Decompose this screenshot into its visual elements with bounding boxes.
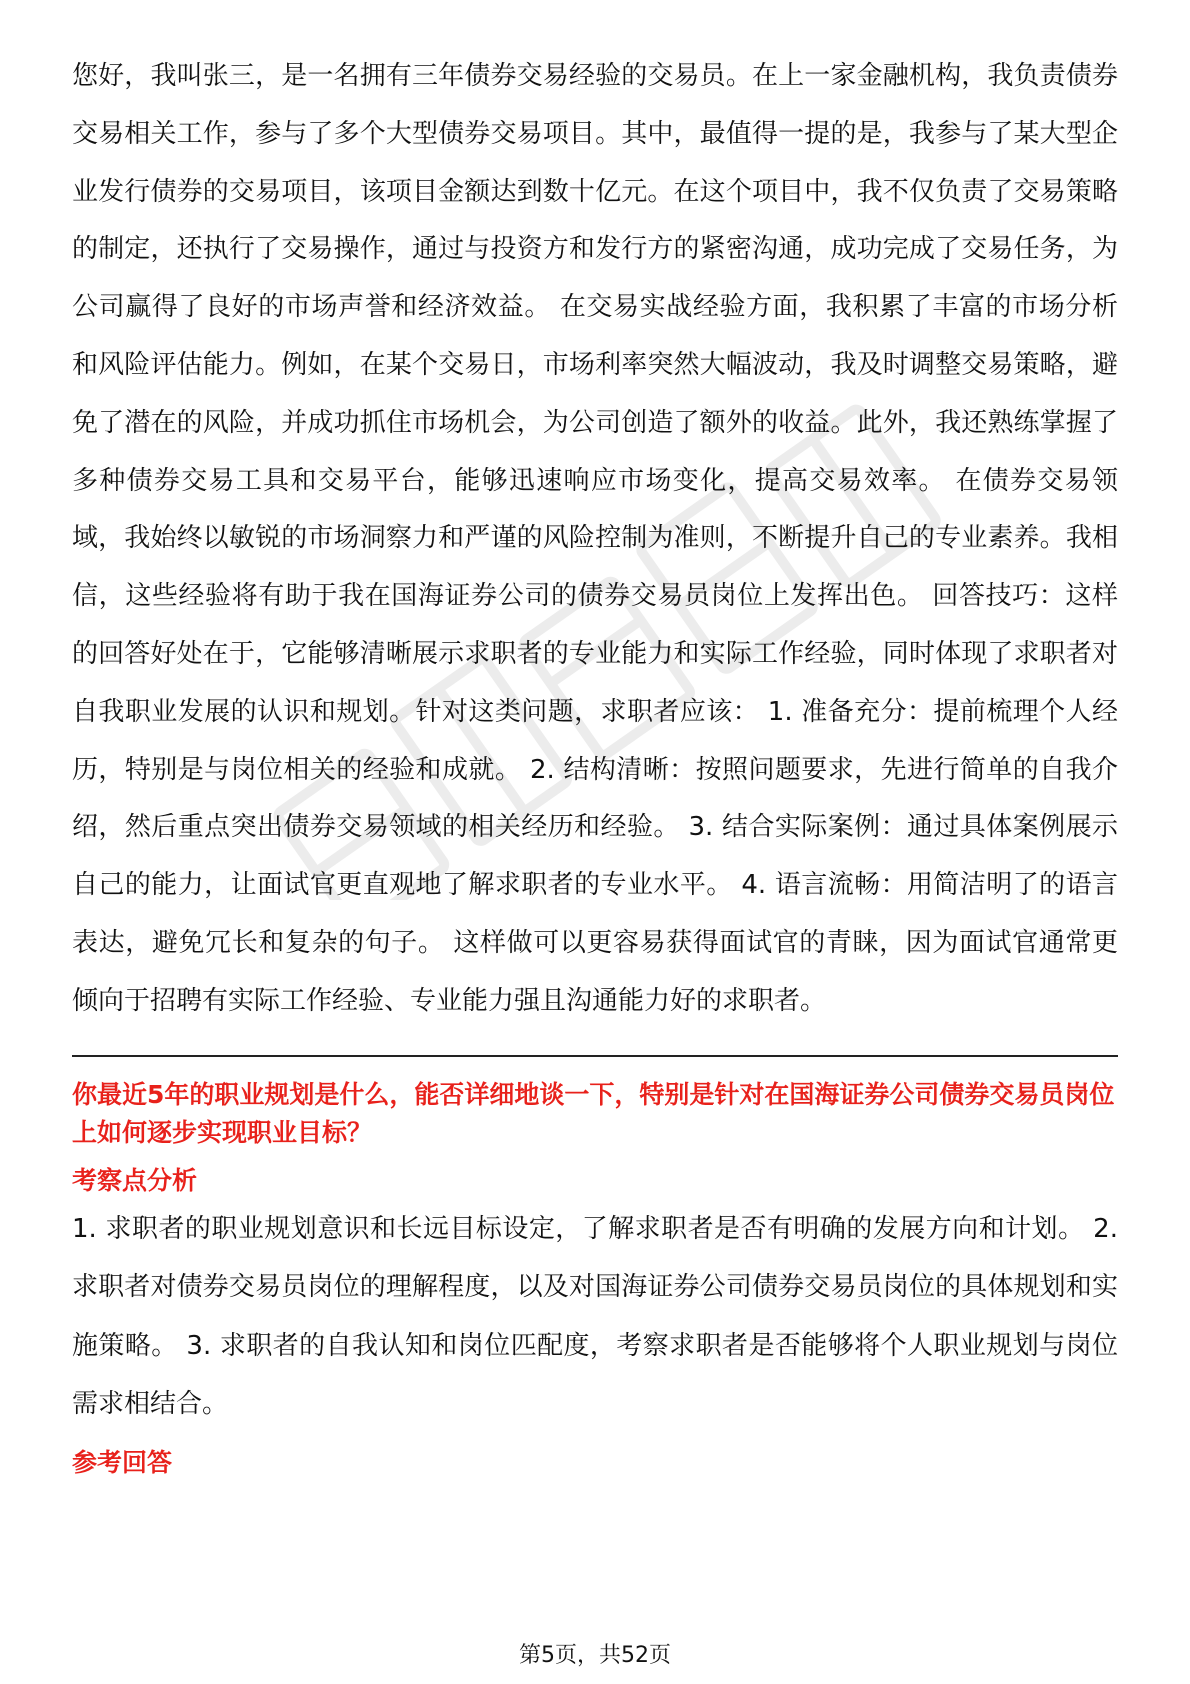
reference-answer-title: 参考回答 [72, 1447, 173, 1477]
analysis-paragraph: 1. 求职者的职业规划意识和长远目标设定，了解求职者是否有明确的发展方向和计划。 2. 求职者对债券交易员岗位的理解程度，以及对国海证券公司债券交易员岗位的具体规划和实施策略。 3. 求职者的自我认知和岗位匹配度，考察求职者是否能够将个人职业规划与岗位需求相结合。 [72, 1213, 1118, 1420]
section-divider [72, 1055, 1118, 1057]
analysis-title: 考察点分析 [72, 1165, 198, 1195]
page-content [72, 48, 1118, 1482]
page-number-footer: 第5页，共52页 [519, 1643, 671, 1668]
answer-paragraph: 您好，我叫张三，是一名拥有三年债券交易经验的交易员。在上一家金融机构，我负责债券交易相关工作，参与了多个大型债券交易项目。其中，最值得一提的是，我参与了某大型企业发行债券的交易项目，该项目金额达到数十亿元。在这个项目中，我不仅负责了交易策略的制定，还执行了交易操作，通过与投资方和发行方的紧密沟通，成功完成了交易任务，为公司赢得了良好的市场声誉和经济效益。 在交易实战经验方面，我积累了丰富的市场分析和风险评估能力。例如，在某个交易日，市场利率突然大幅波动，我及时调整交易策略，避免了潜在的风险，并成功抓住市场机会，为公司创造了额外的收益。此外，我还熟练掌握了多种债券交易工具和交易平台，能够迅速响应市场变化，提高交易效率。 在债券交易领域，我始终以敏锐的市场洞察力和严谨的风险控制为准则，不断提升自己的专业素养。我相信，这些经验将有助于我在国海证券公司的债券交易员岗位上发挥出色。 回答技巧：这样的回答好处在于，它能够清晰展示求职者的专业能力和实际工作经验，同时体现了求职者对自我职业发展的认识和规划。针对这类问题，求职者应该： 1. 准备充分：提前梳理个人经历，特别是与岗位相关的经验和成就。 2. 结构清晰：按照问题要求，先进行简单的自我介绍，然后重点突出债券交易领域的相关经历和经验。 3. 结合实际案例：通过具体案例展示自己的能力，让面试官更直观地了解求职者的专业水平。 4. 语言流畅：用简洁明了的语言表达，避免冗长和复杂的句子。 这样做可以更容易获得面试官的青睐，因为面试官通常更倾向于招聘有实际工作经验、专业能力强且沟通能力好的求职者。 [72, 61, 1118, 1016]
question-heading: 你最近5年的职业规划是什么，能否详细地谈一下，特别是针对在国海证券公司债券交易员岗位上如何逐步实现职业目标？ [72, 1079, 1115, 1147]
